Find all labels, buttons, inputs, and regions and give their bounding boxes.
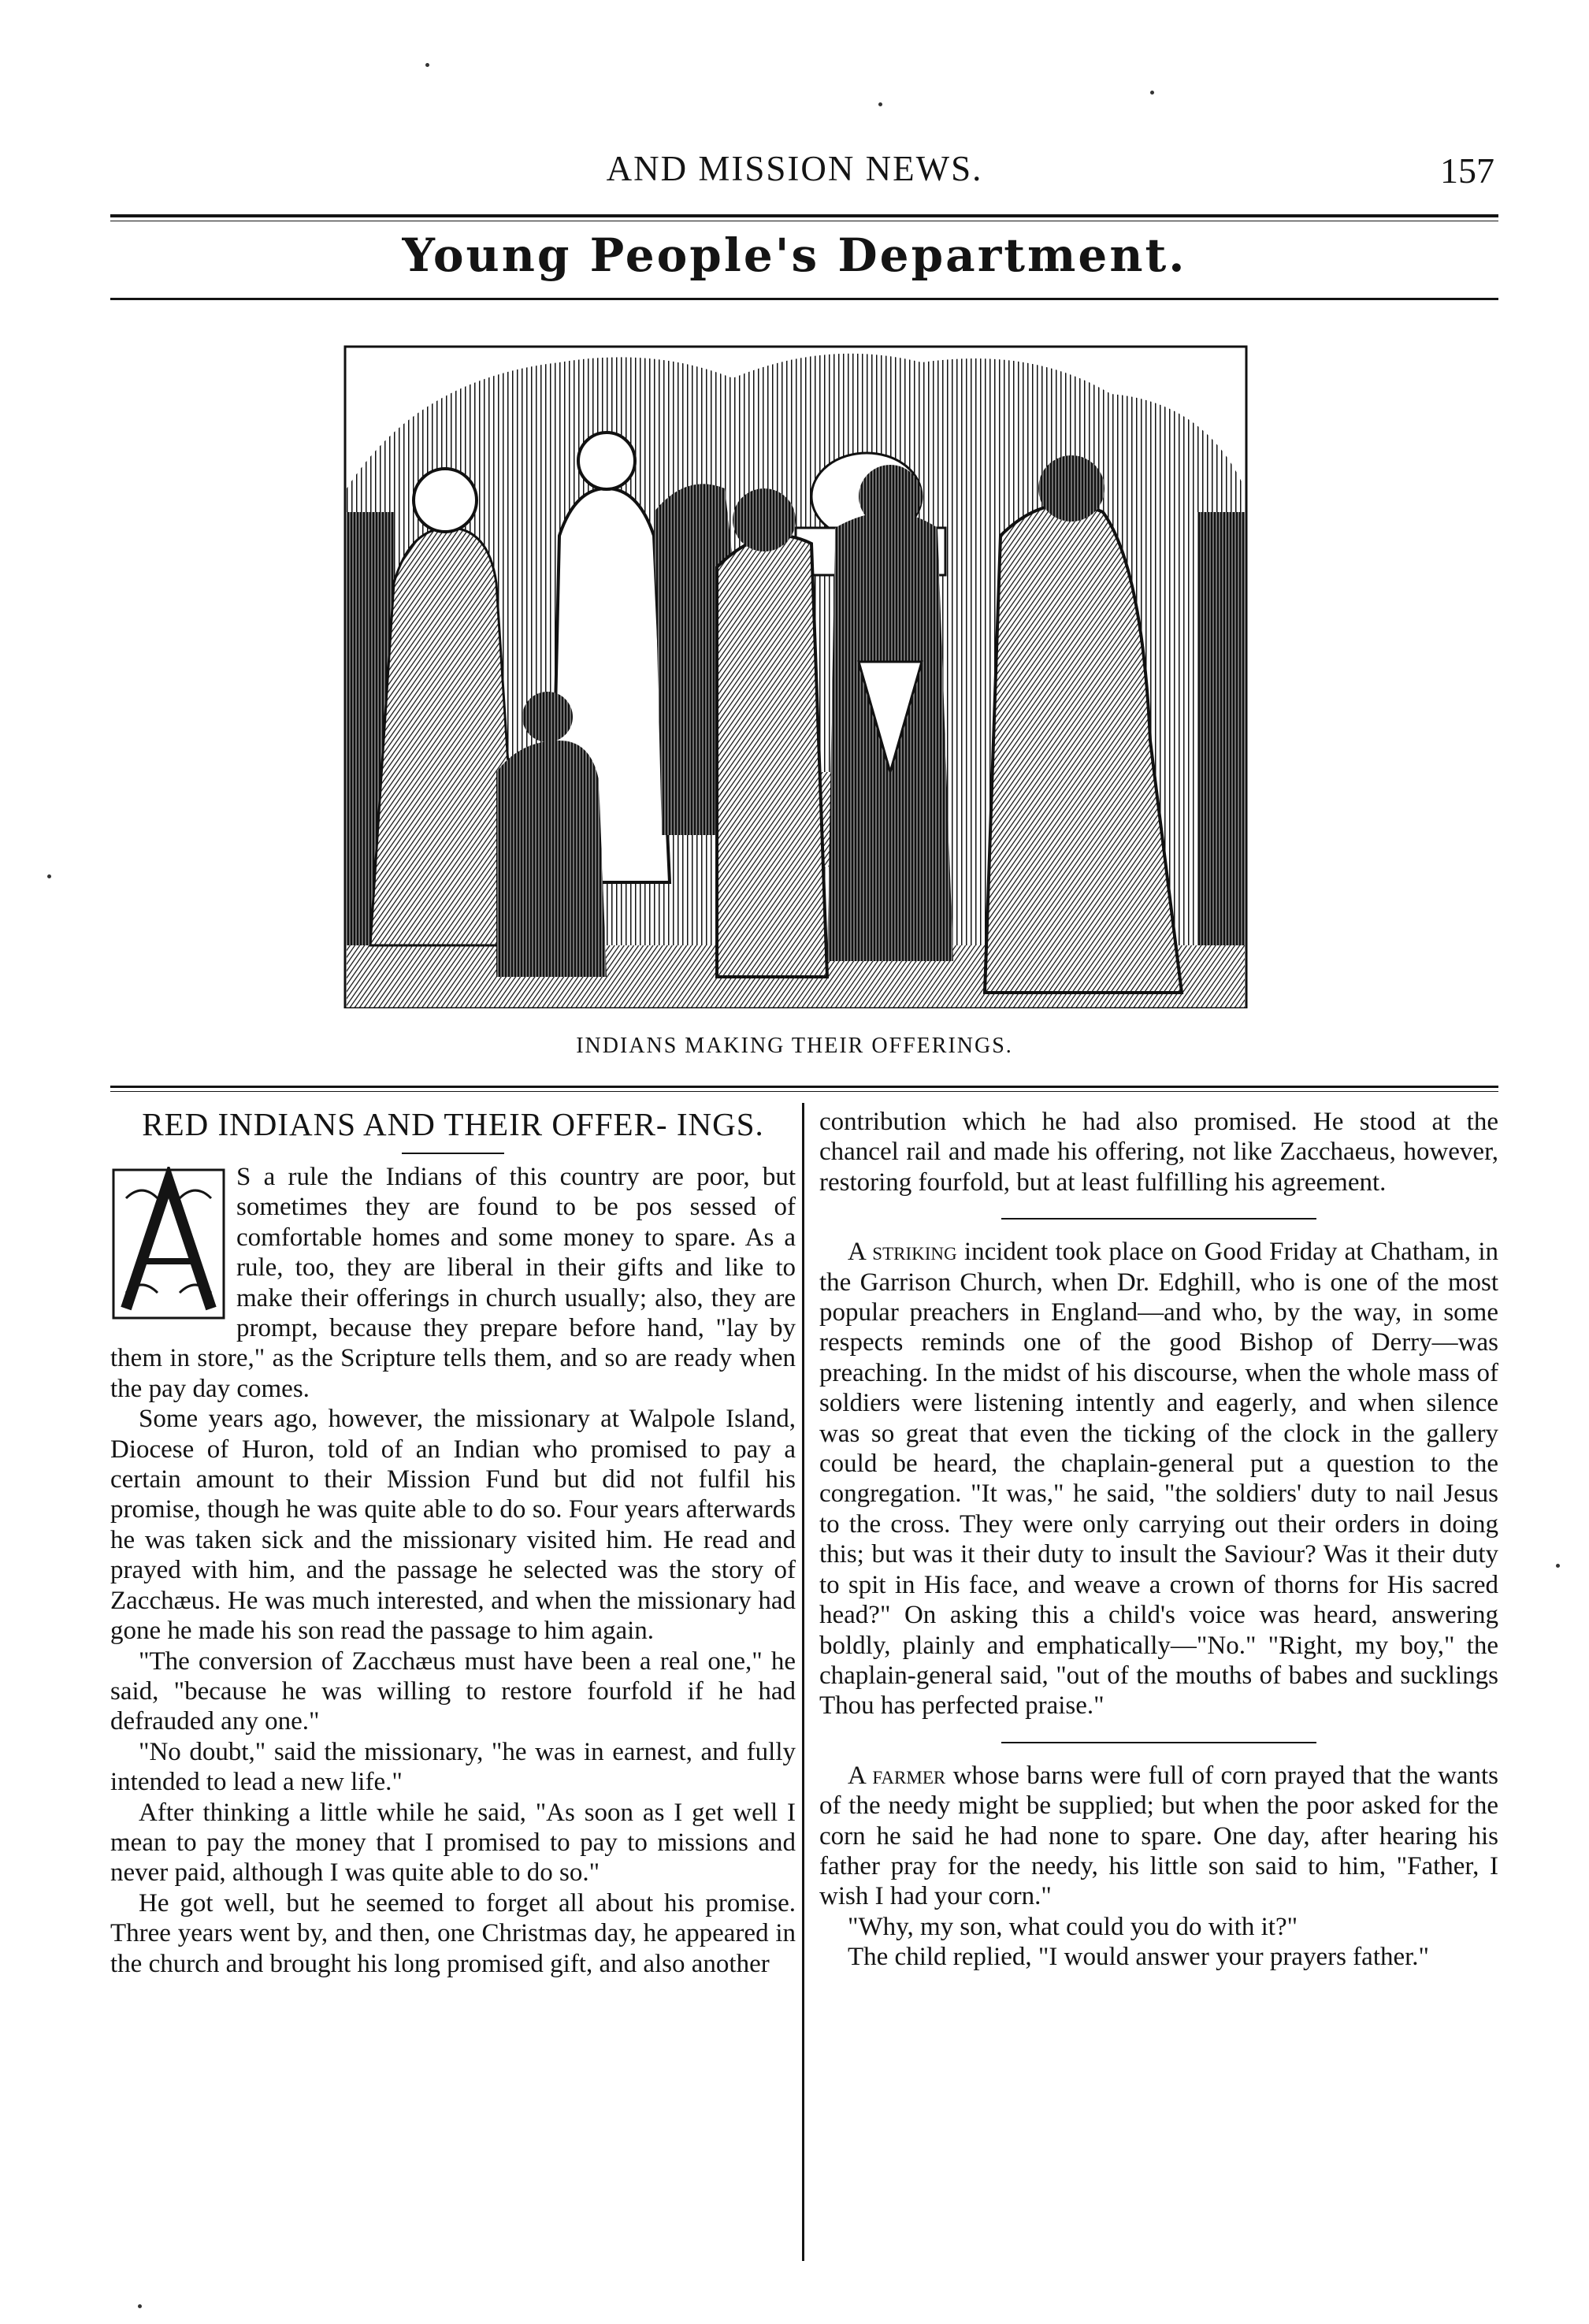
- scan-speck: [1150, 91, 1154, 95]
- dropcap-ornament: [110, 1167, 227, 1321]
- caption-rule: [110, 1086, 1498, 1088]
- farmer-lead: A farmer: [848, 1761, 946, 1790]
- farmer-text: whose barns were full of corn prayed that the wants of the needy might be supplied; but when the poor asked for the corn he said he had none to spare. One day, after hearing his father pray for the needy, his little son said to him, "Father, I wish I had your corn.": [819, 1761, 1499, 1911]
- scan-speck: [1556, 1564, 1560, 1568]
- paragraph-2: Some years ago, however, the missionary at Walpole Island, Diocese of Huron, told of an Indian who promised to pay a certain amount to their Mission Fund but did not fulfil his promise, though he was quite able to do so. Four years afterwards he was taken sick and the missionary visited him. He read and prayed with him, and the passage he selected was the story of Zacchæus. He was much interested, and when the missionary had gone he made his son read the passage to him again.: [110, 1405, 796, 1646]
- paragraph-3: "The conversion of Zacchæus must have been a real one," he said, "because he was willing to restore fourfold if he had defrauded any one.": [110, 1646, 796, 1736]
- scan-speck: [878, 102, 882, 106]
- paragraph-1: S a rule the Indians of this country are poor, but sometimes they are found to be pos sessed of comfortable homes and some money to spare. As a rule, too, they are liberal in their gifts and like to make their offerings in church usually; also, they are prompt, because they prepare before hand, "lay by them in store," as the Scripture tells them, and so are ready when the pay day comes.: [110, 1163, 796, 1403]
- department-title: Young People's Department.: [402, 228, 1187, 282]
- left-column: [110, 1107, 796, 1979]
- running-title: AND MISSION NEWS.: [606, 149, 983, 188]
- section-rule-1: [1001, 1218, 1316, 1220]
- paragraph-5: After thinking a little while he said, "As soon as I get well I mean to pay the money that I promised to pay to missions and never paid, although I was quite able to do so.": [110, 1798, 796, 1888]
- illustration-caption: INDIANS MAKING THEIR OFFERINGS.: [576, 1034, 1013, 1058]
- scan-speck: [138, 2304, 142, 2308]
- title-rule: [402, 1153, 504, 1154]
- scan-speck: [47, 874, 51, 878]
- farmer-paragraph-3: The child replied, "I would answer your prayers father.": [848, 1943, 1430, 1972]
- section-rule-2: [1001, 1742, 1316, 1743]
- farmer-paragraph-2: "Why, my son, what could you do with it?": [848, 1912, 1298, 1941]
- striking-text: incident took place on Good Friday at Chatham, in the Garrison Church, when Dr. Edghill, who is one of the most popular preachers in England—and who, by the way, in some respects reminds one of the good Bishop of Derry—was preaching. In the midst of his discourse, when the whole mass of soldiers were listening intently and eagerly, and when silence was so great that even the ticking of the clock in the gallery could be heard, the chaplain-general put a question to the congregation. "It was," he said, "the soldiers' duty to nail Jesus to the cross. They were only carrying out their orders in doing this; but was it their duty to insult the Saviour? Was it their duty to spit in His face, and weave a crown of thorns for His sacred head?" On asking this a child's voice was heard, answering boldly, plainly and emphatically—"No." "Right, my boy," the chaplain-general said, "out of the mouths of babes and sucklings Thou has perfected praise.": [819, 1238, 1498, 1721]
- paragraph-6: He got well, but he seemed to forget all about his promise. Three years went by, and then, one Christmas day, he appeared in the church and brought his long promised gift, and also another: [110, 1888, 796, 1978]
- header-rule: [110, 214, 1498, 217]
- caption-rule-thin: [110, 1091, 1498, 1092]
- running-head: [0, 148, 1589, 195]
- right-column: [819, 1107, 1498, 1973]
- engraving-illustration: [323, 331, 1268, 1008]
- continuation-paragraph: contribution which he had also promised. He stood at the chancel rail and made his offering, not like Zacchaeus, however, restoring fourfold, but at least fulfilling his agreement.: [819, 1108, 1498, 1197]
- farmer-paragraph: [819, 1761, 1498, 1912]
- scan-speck: [425, 63, 429, 67]
- article-title: RED INDIANS AND THEIR OFFER- INGS.: [142, 1106, 764, 1142]
- paragraph-4: "No doubt," said the missionary, "he was in earnest, and fully intended to lead a new life.": [110, 1737, 796, 1797]
- page-number: 157: [1440, 150, 1494, 191]
- department-rule: [110, 298, 1498, 300]
- striking-lead: A striking: [848, 1238, 957, 1267]
- column-divider: [802, 1103, 804, 2261]
- striking-incident-paragraph: [819, 1237, 1498, 1721]
